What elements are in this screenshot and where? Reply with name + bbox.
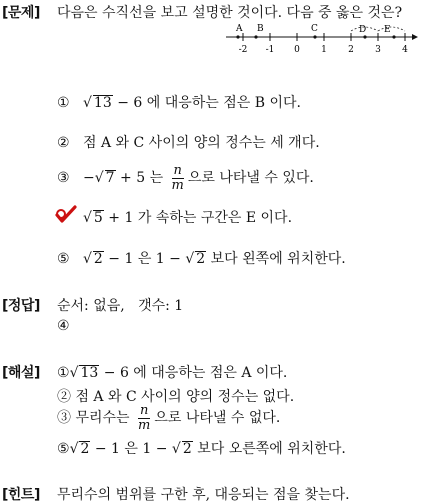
problem-tag: [문제]: [2, 5, 40, 21]
fraction-denominator: m: [138, 417, 151, 433]
option-text: 점 A 와 C 사이의 양의 정수는 세 개다.: [83, 135, 320, 151]
point-dot: [236, 35, 239, 38]
point-dot: [254, 35, 257, 38]
explanation-line-1: ①√ 13 − 6 에 대응하는 점은 A 이다.: [57, 365, 288, 381]
fraction: [170, 164, 186, 192]
option-2[interactable]: [57, 132, 320, 152]
option-marker: ③: [57, 170, 70, 187]
option-3[interactable]: ③ −√ 7 + 5 는 $\frac{n}{m}$ 으로 나타낼 수 있다.: [57, 163, 314, 193]
number-line-arrow: [412, 34, 418, 40]
option-5[interactable]: ⑤ √ 2 − 1 은 1 − √ 2 보다 왼쪽에 위치한다.: [57, 251, 346, 267]
point-label-b: B: [257, 24, 264, 34]
explanation-text: 보다 오른쪽에 위치한다.: [192, 441, 346, 457]
radicand: 2: [93, 251, 103, 267]
explanation-marker: ②: [57, 389, 71, 405]
tick-label: 2: [348, 45, 354, 55]
question-text: 다음은 수직선을 보고 설명한 것이다. 다음 중 옳은 것은?: [57, 5, 403, 21]
point-dot: [313, 35, 316, 38]
explanation-line-4: ⑤√ 2 − 1 은 1 − √ 2 보다 오른쪽에 위치한다.: [57, 441, 346, 457]
point-label-c: C: [311, 24, 318, 34]
tick-label: -1: [265, 45, 275, 55]
explanation-tag: [해설]: [2, 365, 40, 381]
tick-labels: [239, 45, 409, 55]
explanation-marker: ⑤: [57, 441, 70, 457]
option-marker: ①: [57, 95, 70, 111]
point-label-a: A: [236, 24, 243, 34]
explanation-text: 으로 나타낼 수 없다.: [154, 410, 281, 427]
option-1[interactable]: ① √ 13 − 6 에 대응하는 점은 B 이다.: [57, 95, 301, 111]
radicand: 2: [80, 441, 90, 457]
option-4-selected[interactable]: √ 5 + 1 가 속하는 구간은 E 이다.: [83, 210, 293, 226]
fraction-numerator: n: [139, 403, 149, 418]
number-line: [224, 21, 424, 57]
option-text: 으로 나타낼 수 있다.: [187, 170, 314, 187]
option-marker: ⑤: [57, 251, 70, 267]
answer-line-2: ④: [57, 318, 70, 334]
option-text: − 6 에 대응하는 점은 B 이다.: [112, 95, 301, 111]
point-dot: [392, 35, 395, 38]
explanation-text: 점 A 와 C 사이의 양의 정수는 없다.: [71, 389, 295, 405]
fraction: [136, 404, 152, 432]
option-text: + 5 는: [115, 170, 164, 187]
tick-label: 3: [375, 45, 381, 55]
interval-arc-e: [378, 27, 405, 31]
radicand: 13: [80, 365, 99, 381]
point-label-d: D: [359, 25, 367, 35]
explanation-line-3: [57, 404, 280, 432]
explanation-text: − 1 은 1 −: [90, 441, 172, 457]
option-text: − 1 은 1 −: [103, 251, 186, 267]
radicand: 2: [196, 251, 206, 267]
explanation-marker: ③: [57, 410, 71, 427]
fraction-denominator: m: [171, 177, 184, 193]
radicand: 13: [93, 95, 112, 111]
explanation-marker: ①: [57, 365, 70, 381]
hint-text: 무리수의 범위를 구한 후, 대응되는 점을 찾는다.: [57, 487, 350, 503]
point-dot: [363, 35, 366, 38]
explanation-text: − 6 에 대응하는 점은 A 이다.: [99, 365, 288, 381]
point-label-e: E: [384, 25, 391, 35]
option-text: + 1 가 속하는 구간은 E 이다.: [103, 210, 293, 226]
point-labels: [235, 24, 391, 35]
tick-label: 0: [294, 45, 300, 55]
fraction-numerator: n: [173, 163, 182, 178]
option-text: 보다 왼쪽에 위치한다.: [206, 251, 346, 267]
explanation-text: 무리수는: [71, 410, 130, 427]
radicand: 2: [182, 441, 192, 457]
hint-tag: [힌트]: [2, 487, 40, 503]
tick-label: 4: [402, 45, 408, 55]
explanation-line-2: [57, 386, 294, 406]
radicand: 5: [93, 210, 103, 226]
tick-label: 1: [321, 45, 327, 55]
radicand: 7: [105, 170, 115, 187]
option-marker: ②: [57, 135, 70, 151]
tick-label: -2: [238, 45, 248, 55]
answer-tag: [정답]: [2, 298, 40, 314]
answer-line-1: 순서: 없음, 갯수: 1: [57, 298, 184, 314]
option-sign: −: [83, 170, 95, 187]
